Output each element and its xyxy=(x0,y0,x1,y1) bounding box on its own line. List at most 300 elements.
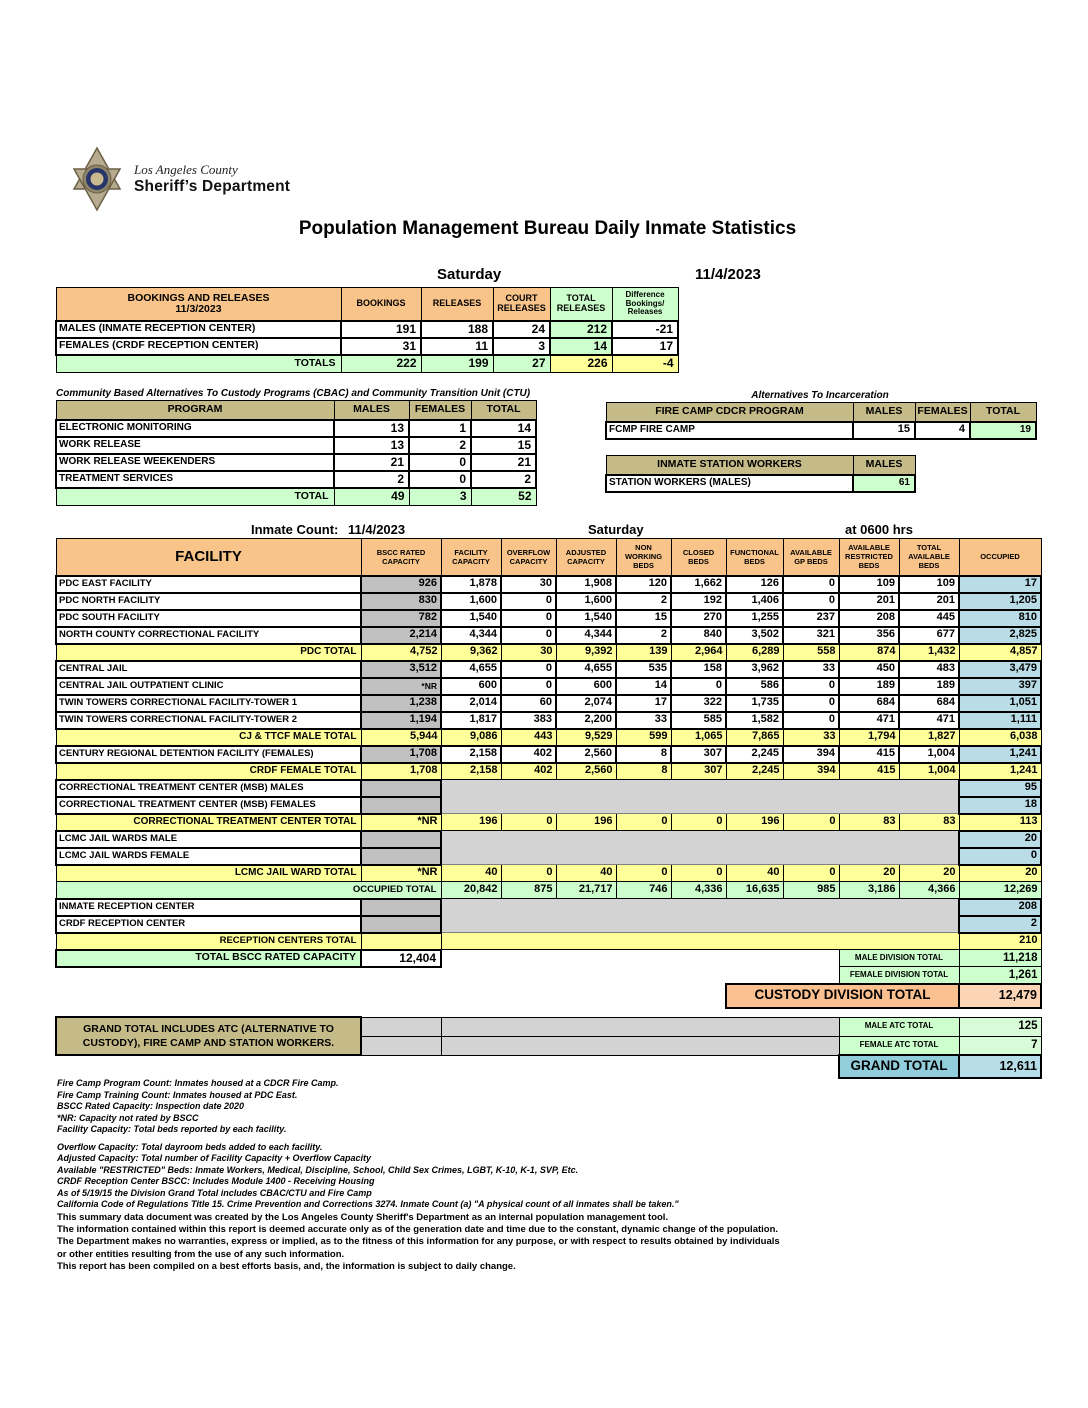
facility-cell: 15 xyxy=(616,610,671,627)
facility-label: INMATE RECEPTION CENTER xyxy=(56,899,361,916)
facility-cell: 6,038 xyxy=(959,729,1041,746)
cell: 2 xyxy=(409,437,471,454)
facility-cell: 585 xyxy=(671,712,726,729)
col-males: MALES xyxy=(853,456,915,475)
facility-label: PDC EAST FACILITY xyxy=(56,576,361,593)
facility-cell: 4,752 xyxy=(361,644,441,661)
facility-cell: 0 xyxy=(616,814,671,831)
col-difference: Difference Bookings/ Releases xyxy=(612,288,678,321)
facility-cell: 1,540 xyxy=(556,610,616,627)
facility-cell: 9,529 xyxy=(556,729,616,746)
col-program: PROGRAM xyxy=(56,401,334,420)
cell: 2 xyxy=(471,471,536,488)
col-total-available-beds: TOTAL AVAILABLE BEDS xyxy=(899,539,959,576)
facility-cell: 20 xyxy=(839,865,899,882)
facility-cell: 0 xyxy=(783,712,839,729)
facility-cell xyxy=(441,899,959,933)
cell: 24 xyxy=(493,321,550,338)
facility-cell: 2 xyxy=(959,916,1041,933)
col-available-restricted-beds: AVAILABLE RESTRICTED BEDS xyxy=(839,539,899,576)
col-adjusted-capacity: ADJUSTED CAPACITY xyxy=(556,539,616,576)
facility-cell: 450 xyxy=(839,661,899,678)
facility-label: OCCUPIED TOTAL xyxy=(56,882,441,899)
text-line: Facility Capacity: Total beds reported by each facility. xyxy=(57,1124,287,1134)
facility-cell: 0 xyxy=(671,865,726,882)
cell: 188 xyxy=(421,321,493,338)
facility-cell: 189 xyxy=(899,678,959,695)
col-inmate-station-workers: INMATE STATION WORKERS xyxy=(606,456,853,475)
cell: 15 xyxy=(471,437,536,454)
row-label: MALES (INMATE RECEPTION CENTER) xyxy=(56,321,341,338)
bookings-title-date: 11/3/2023 xyxy=(175,302,222,315)
facility-cell: 677 xyxy=(899,627,959,644)
facility-cell: 196 xyxy=(556,814,616,831)
col-non-working-beds: NON WORKING BEDS xyxy=(616,539,671,576)
facility-cell: 3,186 xyxy=(839,882,899,899)
cell: 3 xyxy=(409,488,471,506)
facility-cell: 535 xyxy=(616,661,671,678)
facility-cell: 394 xyxy=(783,746,839,763)
facility-row xyxy=(56,712,1041,729)
facility-cell: 356 xyxy=(839,627,899,644)
facility-cell: 445 xyxy=(899,610,959,627)
facility-cell: 2,014 xyxy=(441,695,501,712)
total-bscc-value: 12,404 xyxy=(361,950,441,967)
text-line: Fire Camp Training Count: Inmates housed at PDC East. xyxy=(57,1089,298,1100)
facility-cell: 0 xyxy=(783,678,839,695)
facility-cell: 270 xyxy=(671,610,726,627)
facility-label: PDC SOUTH FACILITY xyxy=(56,610,361,627)
facility-row xyxy=(56,576,1041,593)
facility-cell: 1,004 xyxy=(899,763,959,780)
facility-label: TWIN TOWERS CORRECTIONAL FACILITY-TOWER 2 xyxy=(56,712,361,729)
facility-cell: 0 xyxy=(501,814,556,831)
text-line: Fire Camp Program Count: Inmates housed at a CDCR Fire Camp. xyxy=(57,1078,339,1088)
facility-cell: 4,655 xyxy=(556,661,616,678)
cell: 61 xyxy=(853,475,915,492)
inmate-count-day: Saturday xyxy=(588,522,644,537)
sheriff-logo xyxy=(68,146,290,212)
facility-cell xyxy=(361,848,441,865)
facility-cell: 120 xyxy=(616,576,671,593)
facility-cell: 810 xyxy=(959,610,1041,627)
facility-label: CORRECTIONAL TREATMENT CENTER TOTAL xyxy=(56,814,361,831)
facility-cell: 83 xyxy=(899,814,959,831)
bookings-title xyxy=(56,288,341,321)
male-atc-value: 125 xyxy=(959,1017,1041,1036)
text-line: This summary data document was created by the Los Angeles County Sheriff's Department as an internal population management tool. xyxy=(57,1212,669,1223)
spacer-cell xyxy=(441,1036,839,1055)
facility-cell: 9,086 xyxy=(441,729,501,746)
facility-row xyxy=(56,933,1041,950)
cell: 21 xyxy=(471,454,536,471)
facility-cell: 4,857 xyxy=(959,644,1041,661)
facility-cell: 126 xyxy=(726,576,783,593)
facility-cell xyxy=(441,780,959,814)
cell: 4 xyxy=(915,422,970,439)
facility-cell: 2,074 xyxy=(556,695,616,712)
facility-cell: 20,842 xyxy=(441,882,501,899)
facility-cell: 394 xyxy=(783,763,839,780)
facility-cell xyxy=(441,831,959,865)
facility-cell: 397 xyxy=(959,678,1041,695)
facility-cell: 33 xyxy=(616,712,671,729)
inmate-count-time: at 0600 hrs xyxy=(845,522,913,537)
facility-cell: 16,635 xyxy=(726,882,783,899)
facility-label: CORRECTIONAL TREATMENT CENTER (MSB) MALES xyxy=(56,780,361,797)
cell: 191 xyxy=(341,321,421,338)
custody-division-row xyxy=(56,984,1041,1008)
facility-cell: 208 xyxy=(839,610,899,627)
facility-cell: 21,717 xyxy=(556,882,616,899)
facility-cell: 415 xyxy=(839,746,899,763)
cell: 199 xyxy=(421,355,493,373)
facility-cell: 2,200 xyxy=(556,712,616,729)
facility-cell: 7,865 xyxy=(726,729,783,746)
agency-name xyxy=(134,162,290,196)
alternatives-title: Alternatives To Incarceration xyxy=(751,390,889,401)
facility-cell: 0 xyxy=(501,678,556,695)
col-overflow-capacity: OVERFLOW CAPACITY xyxy=(501,539,556,576)
facility-cell: 8 xyxy=(616,763,671,780)
facility-cell: 684 xyxy=(839,695,899,712)
col-facility: FACILITY xyxy=(56,539,361,576)
facility-cell: 196 xyxy=(441,814,501,831)
facility-row xyxy=(56,831,1041,848)
row-label: STATION WORKERS (MALES) xyxy=(606,475,853,492)
facility-cell: 33 xyxy=(783,729,839,746)
text-line: *NR: Capacity not rated by BSCC xyxy=(57,1112,199,1123)
facility-cell: 1,582 xyxy=(726,712,783,729)
facility-cell: *NR xyxy=(361,865,441,882)
facility-cell: *NR xyxy=(361,814,441,831)
facility-cell xyxy=(361,916,441,933)
facility-label: CORRECTIONAL TREATMENT CENTER (MSB) FEMALES xyxy=(56,797,361,814)
total-bscc-row xyxy=(56,950,1041,967)
facility-cell xyxy=(361,797,441,814)
custody-division-label: CUSTODY DIVISION TOTAL xyxy=(726,984,959,1008)
facility-cell: 4,655 xyxy=(441,661,501,678)
cbac-row xyxy=(56,454,536,471)
facility-cell: 1,708 xyxy=(361,763,441,780)
female-division-label: FEMALE DIVISION TOTAL xyxy=(839,967,959,984)
col-occupied: OCCUPIED xyxy=(959,539,1041,576)
cbac-totals-row xyxy=(56,488,536,506)
cell: 3 xyxy=(493,338,550,355)
fire-camp-table xyxy=(605,402,1037,440)
totals-label: TOTALS xyxy=(56,355,341,373)
agency-department: Sheriff’s Department xyxy=(134,178,291,195)
bookings-releases-table xyxy=(55,287,679,373)
facility-row xyxy=(56,814,1041,831)
facility-row xyxy=(56,627,1041,644)
facility-cell: 17 xyxy=(959,576,1041,593)
facility-row xyxy=(56,763,1041,780)
text-line: The information contained within this report is deemed accurate only as of the generation date and time due to the constant, dynamic change of the population. xyxy=(57,1224,779,1236)
facility-cell: 1,111 xyxy=(959,712,1041,729)
female-atc-value: 7 xyxy=(959,1036,1041,1055)
station-workers-row xyxy=(606,475,915,492)
facility-label: NORTH COUNTY CORRECTIONAL FACILITY xyxy=(56,627,361,644)
facility-label: LCMC JAIL WARDS FEMALE xyxy=(56,848,361,865)
facility-cell: 192 xyxy=(671,593,726,610)
facility-cell: 684 xyxy=(899,695,959,712)
cell: -4 xyxy=(612,355,678,373)
grand-total-note: GRAND TOTAL INCLUDES ATC (ALTERNATIVE TO CUSTODY), FIRE CAMP AND STATION WORKERS. xyxy=(56,1017,361,1055)
col-facility-capacity: FACILITY CAPACITY xyxy=(441,539,501,576)
facility-label: TWIN TOWERS CORRECTIONAL FACILITY-TOWER 1 xyxy=(56,695,361,712)
col-functional-beds: FUNCTIONAL BEDS xyxy=(726,539,783,576)
cell: 15 xyxy=(853,422,915,439)
male-division-value: 11,218 xyxy=(959,950,1041,967)
facility-cell: 600 xyxy=(441,678,501,695)
cell: 14 xyxy=(471,420,536,437)
inmate-count-label: Inmate Count: xyxy=(251,522,339,537)
col-fire-camp-program: FIRE CAMP CDCR PROGRAM xyxy=(606,403,853,422)
facility-cell: 196 xyxy=(726,814,783,831)
report-daydate xyxy=(0,266,1088,284)
row-label: WORK RELEASE WEEKENDERS xyxy=(56,454,334,471)
bookings-header-row xyxy=(56,288,678,321)
facility-cell: 0 xyxy=(501,593,556,610)
facility-cell: 0 xyxy=(501,610,556,627)
cell: 212 xyxy=(550,321,612,338)
col-males: MALES xyxy=(334,401,409,420)
inmate-count-line xyxy=(0,522,1088,538)
facility-cell: 2 xyxy=(616,593,671,610)
text-line: California Code of Regulations Title 15. Crime Prevention and Corrections 3274. Inmate Count (a) "A physical count of all inmates shall be taken." xyxy=(57,1199,679,1209)
facility-cell: 40 xyxy=(726,865,783,882)
facility-row xyxy=(56,593,1041,610)
facility-label: PDC NORTH FACILITY xyxy=(56,593,361,610)
facility-row xyxy=(56,729,1041,746)
cbac-row xyxy=(56,420,536,437)
facility-cell: 1,051 xyxy=(959,695,1041,712)
text-line: Adjusted Capacity: Total number of Facility Capacity + Overflow Capacity xyxy=(57,1153,371,1163)
facility-cell: 1,406 xyxy=(726,593,783,610)
col-total: TOTAL xyxy=(471,401,536,420)
facility-cell: 208 xyxy=(959,899,1041,916)
cbac-header-row xyxy=(56,401,536,420)
cell: 0 xyxy=(409,471,471,488)
facility-header-row xyxy=(56,539,1041,576)
facility-cell: 109 xyxy=(899,576,959,593)
col-available-gp-beds: AVAILABLE GP BEDS xyxy=(783,539,839,576)
grand-total-row xyxy=(56,1055,1041,1078)
footnotes xyxy=(57,1078,679,1211)
facility-cell: 18 xyxy=(959,797,1041,814)
male-division-label: MALE DIVISION TOTAL xyxy=(839,950,959,967)
cell: 1 xyxy=(409,420,471,437)
facility-cell: 5,944 xyxy=(361,729,441,746)
facility-cell: 0 xyxy=(783,814,839,831)
inmate-count-date: 11/4/2023 xyxy=(348,522,406,537)
custody-division-value: 12,479 xyxy=(959,984,1041,1008)
facility-cell: 875 xyxy=(501,882,556,899)
facility-cell: *NR xyxy=(361,678,441,695)
facility-cell: 0 xyxy=(616,865,671,882)
facility-cell: 9,392 xyxy=(556,644,616,661)
spacer xyxy=(56,1055,839,1078)
facility-cell: 1,065 xyxy=(671,729,726,746)
facility-cell: 4,366 xyxy=(899,882,959,899)
facility-cell: 1,817 xyxy=(441,712,501,729)
spacer-cell xyxy=(361,1017,441,1036)
facility-cell: 60 xyxy=(501,695,556,712)
facility-cell: 840 xyxy=(671,627,726,644)
facility-cell: 600 xyxy=(556,678,616,695)
facility-cell: 210 xyxy=(959,933,1041,950)
facility-cell: 0 xyxy=(501,661,556,678)
report-day: Saturday xyxy=(437,266,502,283)
facility-cell: 2,158 xyxy=(441,746,501,763)
facility-cell: 1,432 xyxy=(899,644,959,661)
facility-cell: 1,004 xyxy=(899,746,959,763)
text-line: The Department makes no warranties, express or implied, as to the fitness of this information for any purpose, or with respect to results obtained by individuals xyxy=(57,1236,780,1248)
text-line: CRDF Reception Center BSCC: Includes Module 1400 - Receiving Housing xyxy=(57,1176,375,1186)
cell: 31 xyxy=(341,338,421,355)
text-line: Overflow Capacity: Total dayroom beds added to each facility. xyxy=(57,1141,323,1152)
cell: 2 xyxy=(334,471,409,488)
cell: 49 xyxy=(334,488,409,506)
facility-cell: 201 xyxy=(899,593,959,610)
col-bscc-rated-capacity: BSCC RATED CAPACITY xyxy=(361,539,441,576)
cell: 14 xyxy=(550,338,612,355)
disclaimer xyxy=(57,1212,780,1273)
facility-cell: 109 xyxy=(839,576,899,593)
facility-cell: 33 xyxy=(783,661,839,678)
spacer xyxy=(56,967,839,984)
facility-cell: 139 xyxy=(616,644,671,661)
facility-cell: 599 xyxy=(616,729,671,746)
cell: 226 xyxy=(550,355,612,373)
facility-label: CENTURY REGIONAL DETENTION FACILITY (FEMALES) xyxy=(56,746,361,763)
total-bscc-label: TOTAL BSCC RATED CAPACITY xyxy=(56,950,361,967)
facility-cell: 40 xyxy=(441,865,501,882)
facility-row xyxy=(56,695,1041,712)
col-total-releases: TOTAL RELEASES xyxy=(550,288,612,321)
facility-cell: 0 xyxy=(783,695,839,712)
facility-row xyxy=(56,865,1041,882)
facility-cell: 1,540 xyxy=(441,610,501,627)
facility-cell: 307 xyxy=(671,763,726,780)
col-males: MALES xyxy=(853,403,915,422)
agency-county: Los Angeles County xyxy=(134,162,238,177)
facility-cell: 471 xyxy=(899,712,959,729)
facility-cell: 926 xyxy=(361,576,441,593)
col-females: FEMALES xyxy=(915,403,970,422)
bookings-title-line1: BOOKINGS AND RELEASES xyxy=(127,291,270,304)
spacer xyxy=(441,950,839,967)
facility-row xyxy=(56,780,1041,797)
facility-cell: 782 xyxy=(361,610,441,627)
male-atc-row xyxy=(56,1017,1041,1036)
female-division-value: 1,261 xyxy=(959,967,1041,984)
facility-cell: 2,158 xyxy=(441,763,501,780)
facility-cell: 8 xyxy=(616,746,671,763)
col-bookings: BOOKINGS xyxy=(341,288,421,321)
totals-label: TOTAL xyxy=(56,488,334,506)
cbac-row xyxy=(56,471,536,488)
facility-cell xyxy=(441,933,959,950)
facility-cell: 4,336 xyxy=(671,882,726,899)
grand-total-value: 12,611 xyxy=(959,1055,1041,1078)
cell: 17 xyxy=(612,338,678,355)
facility-cell: 30 xyxy=(501,576,556,593)
text-line: As of 5/19/15 the Division Grand Total includes CBAC/CTU and Fire Camp xyxy=(57,1187,372,1198)
row-label: FEMALES (CRDF RECEPTION CENTER) xyxy=(56,338,341,355)
facility-cell: 3,512 xyxy=(361,661,441,678)
facility-row xyxy=(56,882,1041,899)
facility-cell: 586 xyxy=(726,678,783,695)
facility-cell: 483 xyxy=(899,661,959,678)
facility-cell: 1,735 xyxy=(726,695,783,712)
facility-cell: 1,238 xyxy=(361,695,441,712)
facility-cell xyxy=(361,899,441,916)
facility-cell: 0 xyxy=(501,865,556,882)
facility-label: CRDF RECEPTION CENTER xyxy=(56,916,361,933)
facility-cell: 2,825 xyxy=(959,627,1041,644)
facility-cell: 2 xyxy=(616,627,671,644)
fire-camp-header-row xyxy=(606,403,1036,422)
facility-cell: 383 xyxy=(501,712,556,729)
facility-cell: 95 xyxy=(959,780,1041,797)
facility-cell: 558 xyxy=(783,644,839,661)
cbac-title: Community Based Alternatives To Custody Programs (CBAC) and Community Transition Unit (CTU) xyxy=(56,388,531,399)
facility-cell: 14 xyxy=(616,678,671,695)
col-releases: RELEASES xyxy=(421,288,493,321)
facility-cell: 0 xyxy=(783,576,839,593)
facility-cell: 17 xyxy=(616,695,671,712)
facility-cell: 0 xyxy=(783,865,839,882)
facility-cell: 830 xyxy=(361,593,441,610)
facility-cell: 322 xyxy=(671,695,726,712)
facility-cell: 402 xyxy=(501,763,556,780)
row-label: WORK RELEASE xyxy=(56,437,334,454)
facility-cell: 443 xyxy=(501,729,556,746)
facility-cell: 0 xyxy=(671,678,726,695)
cell: 11 xyxy=(421,338,493,355)
facility-cell: 1,662 xyxy=(671,576,726,593)
row-label: ELECTRONIC MONITORING xyxy=(56,420,334,437)
facility-cell: 2,964 xyxy=(671,644,726,661)
facility-cell: 307 xyxy=(671,746,726,763)
facility-table xyxy=(55,538,1042,1009)
facility-cell: 189 xyxy=(839,678,899,695)
facility-cell: 0 xyxy=(501,627,556,644)
facility-cell: 1,600 xyxy=(556,593,616,610)
facility-cell: 985 xyxy=(783,882,839,899)
facility-row xyxy=(56,746,1041,763)
facility-cell: 471 xyxy=(839,712,899,729)
facility-cell: 1,908 xyxy=(556,576,616,593)
facility-cell: 3,962 xyxy=(726,661,783,678)
facility-cell: 2,245 xyxy=(726,763,783,780)
bookings-row-females xyxy=(56,338,678,355)
cell: 222 xyxy=(341,355,421,373)
facility-cell: 874 xyxy=(839,644,899,661)
page-title: Population Management Bureau Daily Inmate Statistics xyxy=(298,218,797,239)
facility-cell: 746 xyxy=(616,882,671,899)
facility-label: CENTRAL JAIL OUTPATIENT CLINIC xyxy=(56,678,361,695)
spacer-cell xyxy=(441,1017,839,1036)
cell: -21 xyxy=(612,321,678,338)
facility-cell xyxy=(361,780,441,797)
facility-cell: 1,794 xyxy=(839,729,899,746)
facility-cell: 1,241 xyxy=(959,763,1041,780)
facility-cell: 237 xyxy=(783,610,839,627)
facility-cell: 3,502 xyxy=(726,627,783,644)
